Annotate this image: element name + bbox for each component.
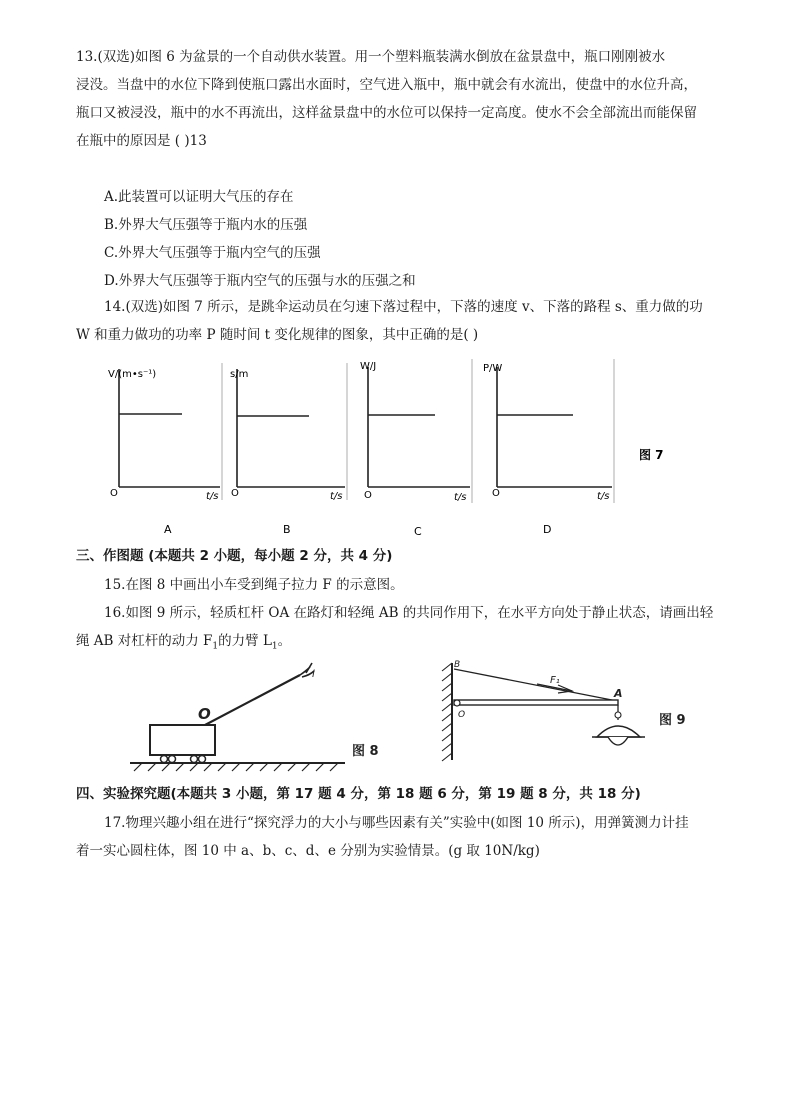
q17-line1: 17.物理兴趣小组在进行“探究浮力的大小与哪些因素有关”实验中(如图 10 所示)，用弹簧测力计挂 [104,815,689,831]
graph-d-origin: O [492,488,500,499]
q13-option-a: A.此装置可以证明大气压的存在 [104,189,294,205]
q14-line1: 14.(双选)如图 7 所示，是跳伞运动员在匀速下落过程中，下落的速度 v、下落的路程 s、重力做的功 [104,299,703,315]
graph-a-xlabel: t/s [206,491,219,502]
figure-7 [90,355,710,545]
graph-a [108,363,222,536]
graph-b-ylabel: s/m [230,369,249,380]
figure-8-label: 图 8 [352,744,379,759]
q17-line2: 着一实心圆柱体，图 10 中 a、b、c、d、e 分别为实验情景。(g 取 10N/kg) [76,843,540,859]
section-4-heading: 四、实验探究题(本题共 3 小题，第 17 题 4 分，第 18 题 6 分，第 19 题 8 分，共 18 分) [76,786,641,802]
figure-7-label: 图 7 [639,448,664,462]
graph-c-letter: C [414,525,422,538]
q13-line1: 13.(双选)如图 6 为盆景的一个自动供水装置。用一个塑料瓶装满水倒放在盆景盘中，瓶口刚刚被水 [76,49,666,65]
q13-line4: 在瓶中的原因是 ( )13 [76,133,207,149]
graph-b-origin: O [231,488,239,499]
q13-option-c: C.外界大气压强等于瓶内空气的压强 [104,245,321,261]
graph-c-origin: O [364,490,372,501]
graph-d [483,359,614,536]
graph-b-letter: B [283,523,291,536]
q15-text: 15.在图 8 中画出小车受到绳子拉力 F 的示意图。 [104,577,404,593]
graph-d-ylabel: P/W [483,363,503,374]
q13-line3: 瓶口又被浸没，瓶中的水不再流出，这样盆景盘中的水位可以保持一定高度。使水不会全部流出而能保留 [76,105,697,121]
figure-8-point-o: O [198,705,211,723]
figure-9-force-label: F₁ [550,675,560,686]
graph-c-xlabel: t/s [454,492,467,503]
q13-option-b: B.外界大气压强等于瓶内水的压强 [104,217,308,233]
q13-line2: 浸没。当盘中的水位下降到使瓶口露出水面时，空气进入瓶中，瓶中就会有水流出，使盘中的水位升高， [76,77,697,93]
figure-9 [432,655,702,775]
q14-line2: W 和重力做功的功率 P 随时间 t 变化规律的图象，其中正确的是( ) [76,327,479,343]
figure-9-point-a: A [614,687,623,700]
graph-c-ylabel: W/J [360,361,377,372]
q13-option-d: D.外界大气压强等于瓶内空气的压强与水的压强之和 [104,273,416,289]
graph-a-letter: A [164,523,172,536]
graph-d-letter: D [543,523,552,536]
q16-line1: 16.如图 9 所示，轻质杠杆 OA 在路灯和轻绳 AB 的共同作用下，在水平方向处于静止状态，请画出轻 [104,605,714,621]
graph-c [360,359,472,538]
figure-9-point-o: O [458,710,466,720]
figure-9-label: 图 9 [659,713,686,728]
graph-a-ylabel: V/(m•s⁻¹) [108,369,157,380]
q16-line2: 绳 AB 对杠杆的动力 $F_1$的力臂 $L_1$。 [76,633,292,652]
figure-9-point-b: B [454,660,461,670]
graph-a-origin: O [110,488,118,499]
graph-b-xlabel: t/s [330,491,343,502]
graph-b [230,363,347,536]
figure-8 [130,655,400,780]
section-3-heading: 三、作图题 (本题共 2 小题，每小题 2 分，共 4 分) [76,548,393,564]
svg-text:l: l [312,669,315,680]
graph-d-xlabel: t/s [597,491,610,502]
